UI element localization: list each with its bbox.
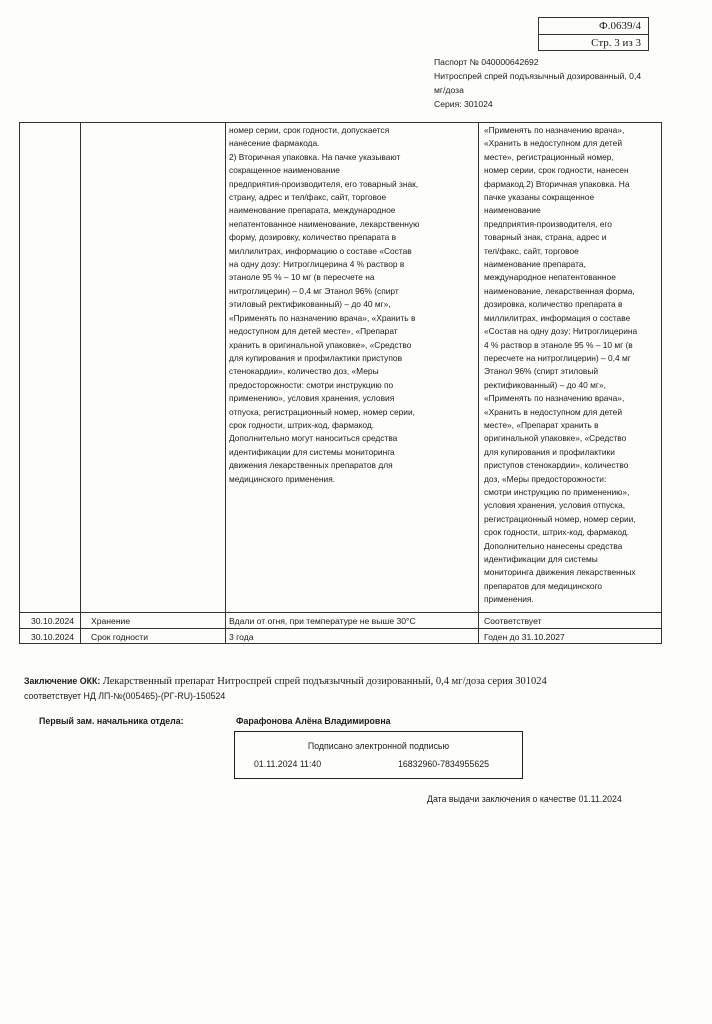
stamp-text: Подписано электронной подписью [307,741,450,751]
row-shelf-requirement: 3 года [229,632,254,642]
row-storage-requirement: Вдали от огня, при температуре не выше 30°С [229,616,416,626]
series: Серия: 301024 [434,99,493,109]
conclusion-block [24,674,624,704]
electronic-signature-stamp [234,731,523,779]
row-shelf-result: Годен до 31.10.2027 [484,632,565,642]
form-code: Ф.0639/4 [599,20,641,32]
product-name-line1: Нитроспрей спрей подъязычный дозированный, 0,4 [434,71,642,81]
row-storage-indicator: Хранение [91,616,131,626]
col-divider-1 [80,123,81,643]
col-divider-3 [478,123,479,643]
page-number: Стр. 3 из 3 [539,34,648,51]
stamp-datetime: 01.11.2024 11:40 [254,759,322,769]
passport-block [434,55,641,111]
conclusion-line2: соответствует НД ЛП-№(005465)-(РГ-RU)-150524 [24,691,226,701]
product-name-line2: мг/доза [434,85,464,95]
signer-title: Первый зам. начальника отдела: [39,716,184,726]
row-divider-2 [20,628,661,629]
requirement-cell: номер серии, срок годности, допускается нанесение фармакода. 2) Вторичная упаковка. На пачке указывают сокращенное наименование предприятия-производителя, его товарный знак, страну, адрес и тел/факс, сайт, торговое наименование препарата, международное непатентованное наименование, лекарственную форму, дозировку, количество препарата в миллилитрах, информацию о составе «Состав на одну дозу: Нитроглицерина 4 % раствор в этаноле 95 % – 10 мг (в пересчете на нитроглицерин) – 0,4 мг Этанол 96% (спирт этиловый ректификованный) – до 40 мг», «Применять по назначению врача», «Хранить в недоступном для детей месте», «Препарат хранить в оригинальной упаковке», «Средство для купирования и профилактики приступов стенокардии», количество доз, «Меры предосторожности: смотри инструкцию по применению», условия хранения, условия отпуска, регистрационный номер, номер серии, срок годности, штрих-код, фармакод. Дополнительно могут наноситься средства идентификации для системы мониторинга движения лекарственных препаратов для медицинского применения. [229,125,420,484]
row-storage-result: Соответствует [484,616,542,626]
result-cell: «Применять по назначению врача», «Хранить в недоступном для детей месте», регистрационный номер, номер серии, срок годности, нанесен фармакод.2) Вторичная упаковка. На пачке указаны сокращенное наименование предприятия-производителя, его товарный знак, страна, адрес и тел/факс, сайт, торговое наименование препарата, международное непатентованное наименование, лекарственная форма, дозировка, количество препарата в миллилитрах, информация о составе «Состав на одну дозу: Нитроглицерина 4 % раствор в этаноле 95 % – 10 мг (в пересчете на нитроглицерин) – 0,4 мг Этанол 96% (спирт этиловый ректификованный) – до 40 мг», «Применять по назначению врача», «Хранить в недоступном для детей месте», «Препарат хранить в оригинальной упаковке», «Средство для купирования и профилактики приступов стенокардии», количество доз, «Меры предосторожности: смотри инструкцию по применению», условия хранения, условия отпуска, регистрационный номер, номер серии, срок годности, штрих-код, фармакод. Дополнительно нанесены средства идентификации для системы мониторинга движения лекарственных препаратов для медицинского применения. [484,125,638,605]
row-storage-date: 30.10.2024 [31,616,75,626]
conclusion-label: Заключение ОКК: [24,676,101,686]
row-shelf-indicator: Срок годности [91,632,149,642]
conclusion-text: Лекарственный препарат Нитроспрей спрей подъязычный дозированный, 0,4 мг/доза серия 301024 [102,676,547,687]
col-divider-2 [225,123,226,643]
row-shelf-date: 30.10.2024 [31,632,75,642]
form-code-box [538,17,649,51]
issue-date: Дата выдачи заключения о качестве 01.11.2024 [427,794,622,804]
stamp-number: 16832960-7834955625 [398,759,489,769]
row-divider-1 [20,612,661,613]
quality-table [19,122,662,644]
signer-name: Фарафонова Алёна Владимировна [236,716,391,726]
passport-number: Паспорт № 040000642692 [434,57,539,67]
